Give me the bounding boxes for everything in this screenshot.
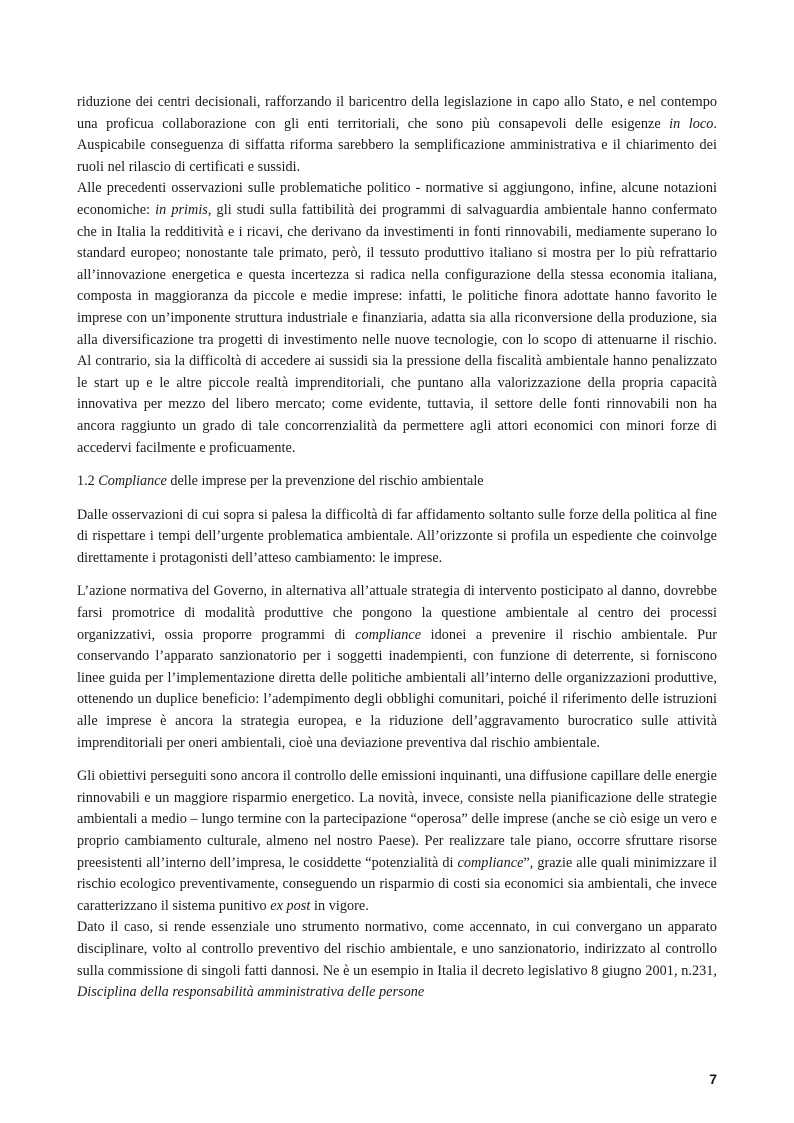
page-number: 7 xyxy=(709,1071,717,1087)
section-heading: 1.2 Compliance delle imprese per la prevenzione del rischio ambientale xyxy=(77,473,484,490)
paragraph-obiettivi: Gli obiettivi perseguiti sono ancora il controllo delle emissioni inquinanti, una diffusione capillare delle energie rinnovabili e un maggiore risparmio energetico. La novità, invece, consiste nella pianificazione delle strategie ambientali a medio – lungo termine con la partecipazione “operosa” delle imprese (anche se ciò esige un vero e proprio cambiamento culturale, almeno nel nostro Paese). Per realizzare tale piano, occorre sfruttare risorse preesistenti all’interno dell’impresa, le cosiddette “potenzialità di compliance”, grazie alle quali minimizzare il rischio ecologico preventivamente, conseguendo un risparmio di costi sia economici sia ambientali, che invece caratterizzano il sistema punitivo ex post in vigore. xyxy=(77,768,717,914)
paragraph-strumento-normativo: Dato il caso, si rende essenziale uno strumento normativo, come accennato, in cui convergano un apparato disciplinare, volto al controllo preventivo del rischio ambientale, e uno sanzionatorio, indirizzato al controllo sulla commissione di singoli fatti dannosi. Ne è un esempio in Italia il decreto legislativo 8 giugno 2001, n.231, Disciplina della responsabilità amministrativa delle persone xyxy=(77,919,717,1001)
paragraph-osservazioni: Dalle osservazioni di cui sopra si palesa la difficoltà di far affidamento soltanto sulle forze della politica al fine di rispettare i tempi dell’urgente problematica ambientale. All’orizzonte si profila un espediente che coinvolge direttamente i protagonisti dell’atteso cambiamento: le imprese. xyxy=(77,506,717,566)
paragraph-notazioni-economiche: Alle precedenti osservazioni sulle problematiche politico - normative si aggiungono, infine, alcune notazioni economiche: in primis, gli studi sulla fattibilità dei programmi di salvaguardia ambientale hanno confermato che in Italia la redditività e i ricavi, che derivano da investimenti in fonti rinnovabili, mediamente superano lo standard europeo; nonostante tale primato, però, il tessuto produttivo italiano si mostra per lo più refrattario all’innovazione energetica e questa incertezza si radica nella configurazione della stessa economia italiana, composta in maggioranza da piccole e medie imprese: infatti, le politiche finora adottate hanno favorito le imprese con un’imponente struttura industriale e finanziaria, adatta sia alla riconversione della produzione, sia alla diversificazione tra progetti di investimento nelle nuove tecnologie, con lo scopo di attenuarne il rischio. Al contrario, sia la difficoltà di accedere ai sussidi sia la pressione della fiscalità ambientale hanno penalizzato le start up e le altre piccole realtà imprenditoriali, che puntano alla valorizzazione della propria capacità innovativa per mezzo del libero mercato; come evidente, tuttavia, il settore delle fonti rinnovabili non ha ancora raggiunto un grado di tale concorrenzialità da permettere agli attori economici con minori forze di accedervi facilmente e proficuamente. xyxy=(77,180,717,456)
paragraph-baricentro: riduzione dei centri decisionali, rafforzando il baricentro della legislazione in capo allo Stato, e nel contempo una proficua collaborazione con gli enti territoriali, che sono più consapevoli delle esigenze in loco. Auspicabile conseguenza di siffatta riforma sarebbero la semplificazione amministrativa e il chiarimento dei ruoli nel rilascio di certificati e sussidi. xyxy=(77,94,718,175)
paragraph-azione-normativa: L’azione normativa del Governo, in alternativa all’attuale strategia di intervento posticipato al danno, dovrebbe farsi promotrice di modalità produttive che pongono la questione ambientale al centro dei processi organizzativi, ossia proporre programmi di compliance idonei a prevenire il rischio ambientale. Pur conservando l’apparato sanzionatorio per i soggetti inadempienti, con funzione di deterrente, si forniscono linee guida per l’implementazione diretta delle politiche ambientali all’interno delle organizzazioni produttive, ottenendo un duplice beneficio: l’adempimento degli obblighi comunitari, poiché il riferimento delle istruzioni alle imprese è ancora la strategia europea, e la riduzione dell’aggravamento burocratico sulle attività imprenditoriali per oneri ambientali, cioè una deviazione preventiva dal rischio ambientale. xyxy=(77,583,717,751)
